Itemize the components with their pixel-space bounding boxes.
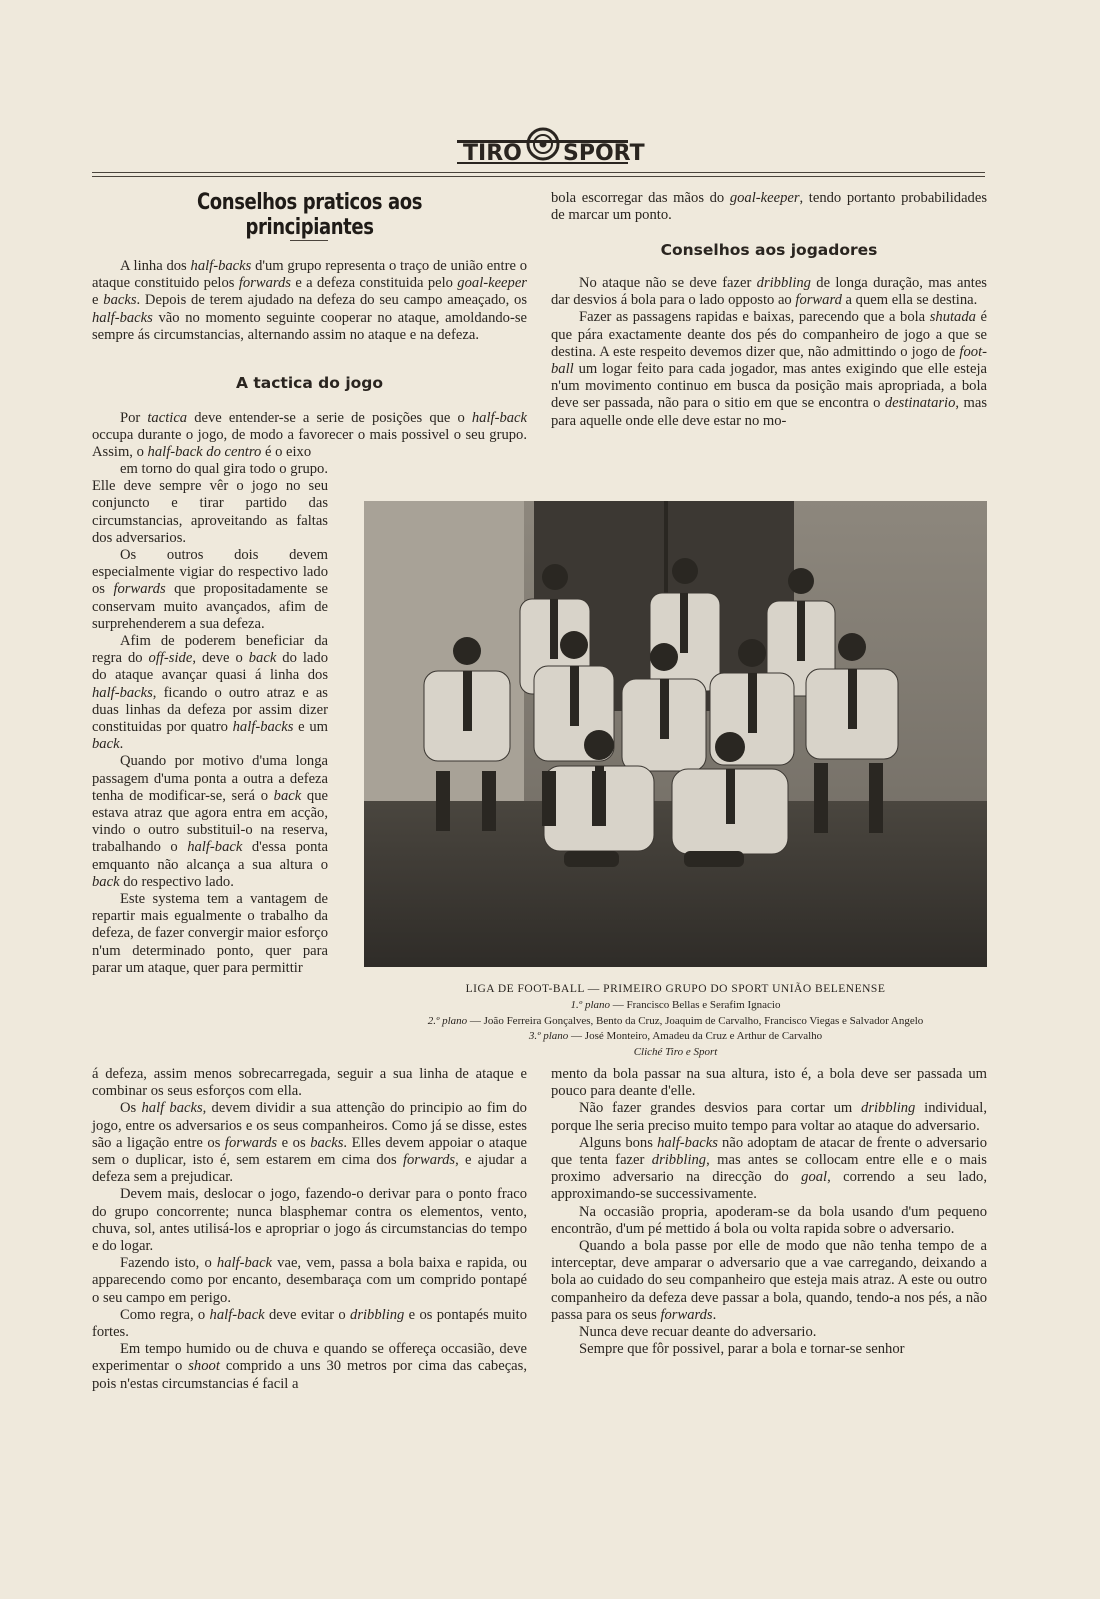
title-rule [290, 240, 328, 241]
team-photo [364, 501, 987, 967]
caption-line-1 [364, 998, 987, 1014]
paragraph: mento da bola passar na sua altura, isto é, a bola deve ser passada um pouco para deante d'elle. [551, 1066, 987, 1100]
paragraph: No ataque não se deve fazer dribbling de longa duração, mas antes dar desvios á bola para o lado opposto ao forward a quem ella se destina. [551, 275, 987, 309]
subhead-jogadores: Conselhos aos jogadores [660, 241, 878, 259]
paragraph: em torno do qual gira todo o grupo. Elle deve sempre vêr o jogo no seu conjuncto e tirar partido das circumstancias, aproveitando as faltas dos adversarios. [92, 461, 328, 546]
paragraph: Sempre que fôr possivel, parar a bola e tornar-se senhor [579, 1341, 905, 1358]
paragraph: Quando a bola passe por elle de modo que não tenha tempo de a interceptar, deve amparar o adversario que a vae carregando, deixando a bola ao cuidado do seu companheiro que esteja mais atraz. A este ou outro companheiro da defeza deve passar a bola, quando, tendo-a nos pés, a não passa para os seus forwards. [551, 1238, 987, 1323]
paragraph: Devem mais, deslocar o jogo, fazendo-o derivar para o ponto fraco do grupo concorrente; nunca blasphemar contra os elementos, vento, chuva, sol, antes utilisá-los e apropriar o jogo ás circumstancias do tempo e do logar. [92, 1186, 527, 1255]
right-top-column [551, 275, 987, 430]
subhead-tactica: A tactica do jogo [235, 374, 384, 392]
paragraph: Fazendo isto, o half-back vae, vem, passa a bola baixa e rapida, ou apparecendo como por encanto, desembaraça com um comprido pontapé o seu campo em perigo. [92, 1255, 527, 1306]
paragraph: Não fazer grandes desvios para cortar um dribbling individual, porque lhe seria preciso muito tempo para voltar ao ataque do adversario. [551, 1100, 987, 1134]
paragraph: Este systema tem a vantagem de repartir mais egualmente o trabalho da defeza, de fazer convergir maior esforço n'um determinado ponto, quer para parar um ataque, quer para permittir [92, 891, 328, 976]
caption-label-2: 2.º plano [427, 1014, 468, 1027]
photo-credit [364, 1045, 987, 1061]
paragraph: Fazer as passagens rapidas e baixas, parecendo que a bola shutada é que pára exactamente deante dos pés do companheiro de jogo a que se destina. A este respeito devemos dizer que, não admittindo o jogo de foot-ball um logar feito para cada jogador, mas antes exigindo que elle esteja n'um movimento continuo em busca da posição mais apropriada, a bola deve ser passada, não para o sitio em que se encontra o destinatario, mas para aquelle onde elle deve estar no mo- [551, 309, 987, 429]
caption-text-1: — Francisco Bellas e Serafim Ignacio [610, 998, 781, 1011]
caption-line-3 [364, 1029, 987, 1045]
left-bottom-column [92, 1066, 527, 1393]
paragraph: Afim de poderem beneficiar da regra do off-side, deve o back do lado do ataque avançar quasi á linha dos half-backs, ficando o outro atraz e as duas linhas da defeza por assim dizer constituidas por quatro half-backs e um back. [92, 633, 328, 753]
caption-text-2: — João Ferreira Gonçalves, Bento da Cruz, Joaquim de Carvalho, Francisco Viegas e Salvador Angelo [467, 1014, 924, 1027]
left-intro [92, 258, 527, 344]
header-rule [92, 172, 985, 173]
left-tactica-wide [92, 410, 527, 462]
left-narrow-column [92, 461, 328, 977]
caption-heading: LIGA DE FOOT-BALL — PRIMEIRO GRUPO DO SPORT UNIÃO BELENENSE [465, 983, 886, 995]
caption-text-3: — José Monteiro, Amadeu da Cruz e Arthur de Carvalho [568, 1030, 823, 1043]
paragraph: Nunca deve recuar deante do adversario. [579, 1324, 817, 1341]
paragraph: Alguns bons half-backs não adoptam de atacar de frente o adversario que tenta fazer dribbling, mas antes se collocam entre elle e o mais proximo adversario na direcção do goal, correndo a seu lado, approximando-se successivamente. [551, 1134, 988, 1203]
photo-credit-text: Cliché Tiro e Sport [633, 1046, 718, 1059]
caption-line-2 [364, 1014, 987, 1030]
masthead-logo [455, 122, 645, 168]
paragraph: Os outros dois devem especialmente vigiar do respectivo lado os forwards que propositadamente se conservam muito avançados, afim de surprehenderem a sua defeza. [92, 547, 329, 632]
svg-text:TIRO: TIRO [463, 141, 522, 166]
paragraph: Os half backs, devem dividir a sua attenção do principio ao fim do jogo, entre os adversarios e os seus companheiros. Como já se disse, estes são a ligação entre os forwards e os backs. Elles devem appoiar o ataque sem o duplicar, isto é, sem estarem em cima dos forwards, e ajudar a defeza sem a prejudicar. [92, 1100, 527, 1186]
paragraph: á defeza, assim menos sobrecarregada, seguir a sua linha de ataque e combinar os seus esforços com ella. [92, 1066, 527, 1100]
paragraph: Em tempo humido ou de chuva e quando se offereça occasião, deve experimentar o shoot comprido a uns 30 metros por cima das cabeças, pois n'estas circumstancias é facil a [92, 1341, 527, 1392]
paragraph: A linha dos half-backs d'um grupo representa o traço de união entre o ataque constituido pelos forwards e a defeza constituida pelo goal-keeper e backs. Depois de terem ajudado na defeza do seu campo ameaçado, os half-backs vão no momento seguinte cooperar no ataque, amoldando-se sempre ás circumstancias, alternando assim no ataque e na defeza. [92, 258, 527, 343]
paragraph: Como regra, o half-back deve evitar o dribbling e os pontapés muito fortes. [92, 1306, 527, 1341]
caption-label-1: 1.º plano [570, 998, 610, 1011]
right-lead [551, 190, 987, 224]
paragraph: Na occasião propria, apoderam-se da bola usando d'um pequeno encontrão, d'um pé mettido á bola ou volta rapida sobre o adversario. [551, 1203, 987, 1237]
svg-text:SPORT: SPORT [563, 141, 645, 166]
header-rule-2 [92, 176, 985, 177]
paragraph: bola escorregar das mãos do goal-keeper, tendo portanto probabilidades de marcar um ponto. [551, 190, 987, 224]
paragraph: Quando por motivo d'uma longa passagem d'uma ponta a outra a defeza tenha de modificar-se, será o back que estava atraz que agora entra em acção, vindo o outro substituil-o na reserva, trabalhando o half-back d'essa ponta emquanto não alcança a sua altura o back do respectivo lado. [92, 753, 328, 890]
paragraph: Por tactica deve entender-se a serie de posições que o half-back occupa durante o jogo, de modo a favorecer o mais possivel o seu grupo. Assim, o half-back do centro é o eixo [92, 410, 527, 461]
right-bottom-column [551, 1066, 987, 1358]
photo-caption [364, 982, 987, 1061]
article-title: Conselhos praticos aos principiantes [196, 190, 423, 240]
caption-label-3: 3.º plano [528, 1030, 569, 1043]
